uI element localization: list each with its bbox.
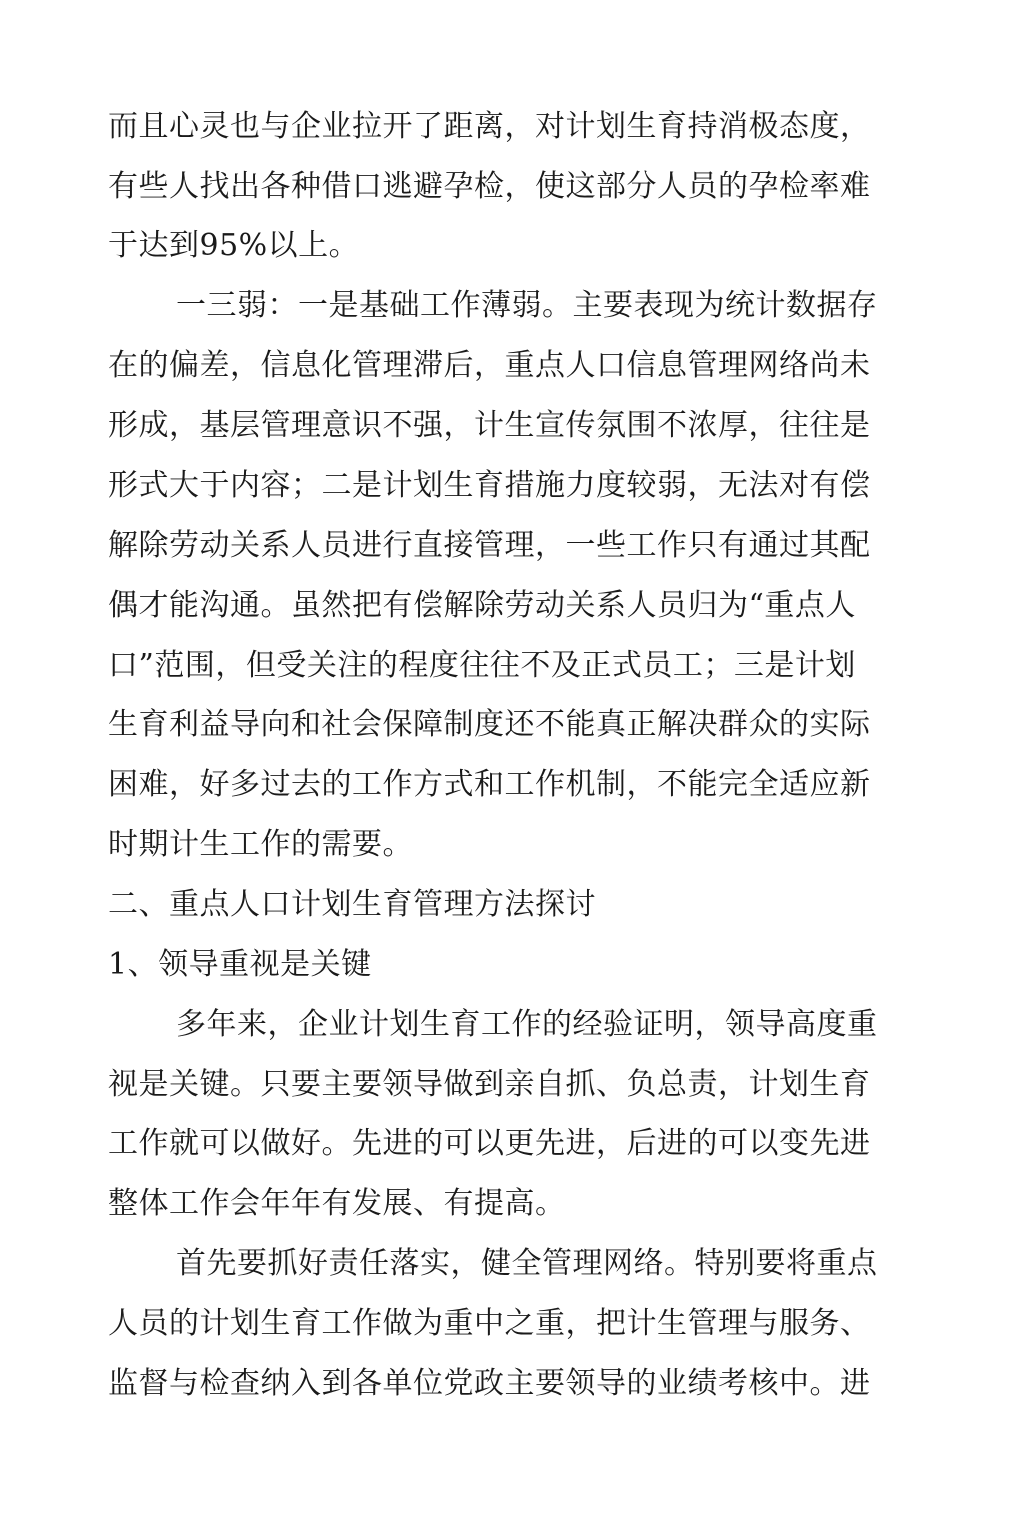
paragraph-first-line: 首先要抓好责任落实，健全管理网络。特别要将重点 bbox=[176, 1246, 878, 1281]
text-line: 形式大于内容；二是计划生育措施力度较弱，无法对有偿 bbox=[108, 468, 871, 503]
text-line: 视是关键。只要主要领导做到亲自抓、负总责，计划生育 bbox=[108, 1067, 871, 1102]
text-line: 解除劳动关系人员进行直接管理，一些工作只有通过其配 bbox=[108, 528, 871, 563]
subsection-heading: 1、领导重视是关键 bbox=[108, 947, 372, 982]
paragraph-first-line: 一三弱：一是基础工作薄弱。主要表现为统计数据存 bbox=[176, 288, 878, 323]
text-line: 生育利益导向和社会保障制度还不能真正解决群众的实际 bbox=[108, 707, 871, 742]
text-line: 有些人找出各种借口逃避孕检，使这部分人员的孕检率难 bbox=[108, 169, 871, 204]
text-line: 整体工作会年年有发展、有提高。 bbox=[108, 1186, 566, 1221]
text-line: 困难，好多过去的工作方式和工作机制，不能完全适应新 bbox=[108, 767, 871, 802]
text-line: 而且心灵也与企业拉开了距离，对计划生育持消极态度， bbox=[108, 109, 871, 144]
text-line: 在的偏差，信息化管理滞后，重点人口信息管理网络尚未 bbox=[108, 348, 871, 383]
text-line: 于达到95%以上。 bbox=[108, 228, 360, 263]
section-heading: 二、重点人口计划生育管理方法探讨 bbox=[108, 887, 596, 922]
text-line: 监督与检查纳入到各单位党政主要领导的业绩考核中。进 bbox=[108, 1366, 871, 1401]
text-line: 形成，基层管理意识不强，计生宣传氛围不浓厚，往往是 bbox=[108, 408, 871, 443]
paragraph-first-line: 多年来，企业计划生育工作的经验证明，领导高度重 bbox=[176, 1007, 878, 1042]
text-line: 时期计生工作的需要。 bbox=[108, 827, 413, 862]
text-line: 工作就可以做好。先进的可以更先进，后进的可以变先进 bbox=[108, 1126, 871, 1161]
text-line: 口”范围，但受关注的程度往往不及正式员工；三是计划 bbox=[108, 648, 856, 683]
text-line: 人员的计划生育工作做为重中之重，把计生管理与服务、 bbox=[108, 1306, 871, 1341]
text-line: 偶才能沟通。虽然把有偿解除劳动关系人员归为“重点人 bbox=[108, 588, 856, 623]
